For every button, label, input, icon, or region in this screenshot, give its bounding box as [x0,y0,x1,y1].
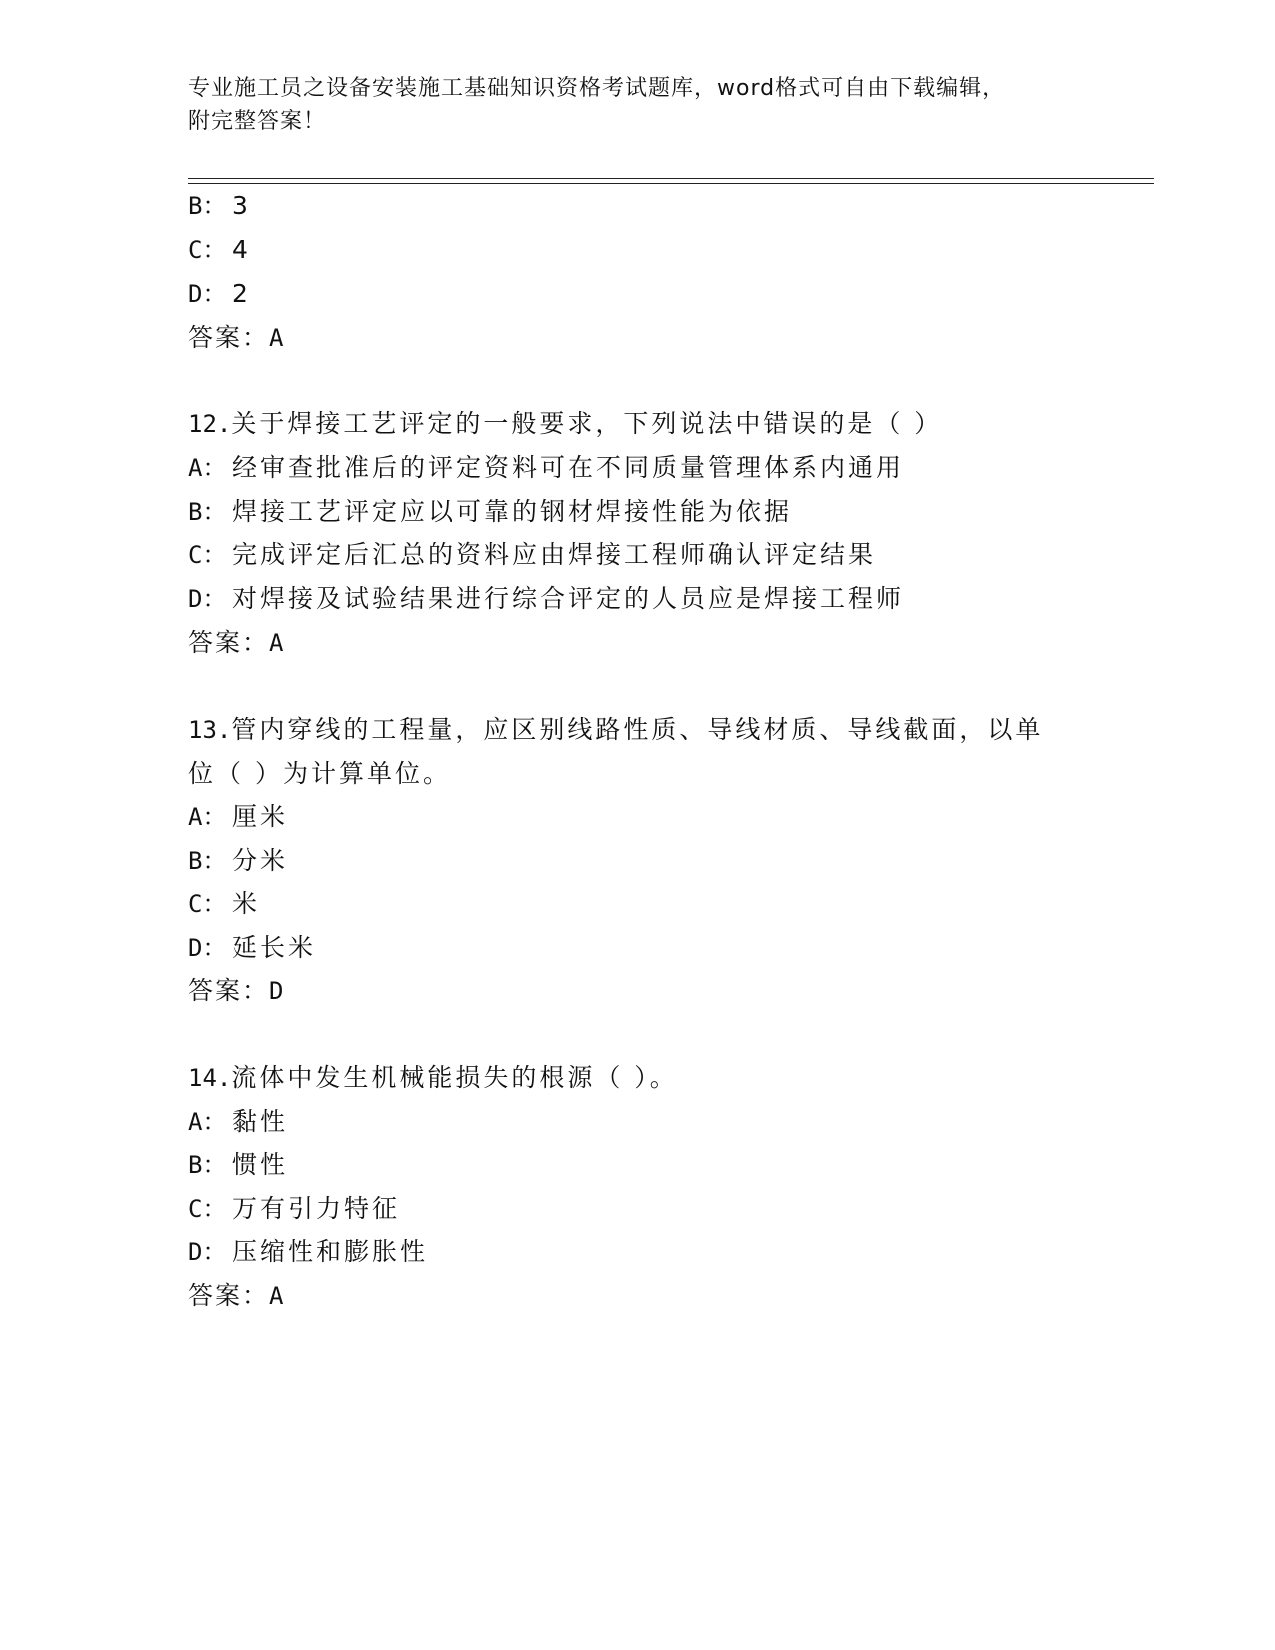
option-letter: B： [188,1151,227,1179]
q13-question-line-1 [188,715,1043,745]
answer-value: A [269,1282,284,1310]
option-text: 米 [232,889,261,918]
option-text: 4 [232,235,251,264]
option-text: 2 [232,279,251,308]
q13-option-a [188,802,288,832]
q13-option-d [188,933,316,963]
option-text: 3 [232,191,251,220]
option-letter: A： [188,803,227,831]
question-text: 流体中发生机械能损失的根源（ ）。 [231,1063,678,1092]
q14-option-a [188,1107,288,1137]
option-text: 延长米 [232,933,317,962]
option-text: 万有引力特征 [232,1194,401,1223]
question-number: 14. [188,1064,232,1092]
option-text: 分米 [232,846,289,875]
option-text: 完成评定后汇总的资料应由焊接工程师确认评定结果 [232,540,877,569]
question-text: 关于焊接工艺评定的一般要求，下列说法中错误的是（ ） [231,409,943,438]
q11-option-c [188,235,251,265]
question-text: 位（ ）为计算单位。 [188,759,451,788]
option-letter: D： [188,280,227,308]
q11-option-d [188,279,251,309]
option-text: 厘米 [232,802,289,831]
answer-value: A [269,324,284,352]
answer-value: D [269,977,284,1005]
document-header [188,72,1068,138]
header-divider-bottom [188,183,1154,184]
q13-question-line-2 [188,759,451,789]
header-divider-top [188,178,1154,179]
option-text: 对焊接及试验结果进行综合评定的人员应是焊接工程师 [232,584,905,613]
option-letter: B： [188,847,227,875]
q11-answer [188,323,283,353]
option-letter: D： [188,585,227,613]
q13-answer [188,976,283,1006]
option-letter: B： [188,498,227,526]
q12-option-d [188,584,904,614]
option-letter: C： [188,541,227,569]
answer-label: 答案： [188,628,270,657]
q12-option-c [188,540,876,570]
answer-label: 答案： [188,976,270,1005]
option-text: 惯性 [232,1150,289,1179]
q12-question [188,409,942,439]
option-letter: C： [188,890,227,918]
answer-value: A [269,629,284,657]
option-letter: D： [188,1238,227,1266]
option-letter: C： [188,1195,227,1223]
question-number: 13. [188,716,232,744]
q12-option-b [188,497,792,527]
option-text: 经审查批准后的评定资料可在不同质量管理体系内通用 [232,453,905,482]
option-letter: C： [188,236,227,264]
header-line-2: 附完整答案！ [188,109,327,134]
q14-option-d [188,1237,428,1267]
answer-label: 答案： [188,323,270,352]
option-letter: B： [188,192,227,220]
option-letter: A： [188,454,227,482]
option-text: 黏性 [232,1107,289,1136]
option-text: 压缩性和膨胀性 [232,1237,429,1266]
option-letter: A： [188,1108,227,1136]
q13-option-b [188,846,288,876]
option-text: 焊接工艺评定应以可靠的钢材焊接性能为依据 [232,497,793,526]
q11-option-b [188,191,251,221]
q14-option-b [188,1150,288,1180]
q12-answer [188,628,283,658]
header-line-1: 专业施工员之设备安装施工基础知识资格考试题库，word格式可自由下载编辑， [188,76,1006,101]
q14-answer [188,1281,283,1311]
q12-option-a [188,453,904,483]
q13-option-c [188,889,260,919]
question-number: 12. [188,410,232,438]
q14-question [188,1063,678,1093]
q14-option-c [188,1194,400,1224]
option-letter: D： [188,934,227,962]
question-text: 管内穿线的工程量，应区别线路性质、导线材质、导线截面，以单 [231,715,1044,744]
answer-label: 答案： [188,1281,270,1310]
